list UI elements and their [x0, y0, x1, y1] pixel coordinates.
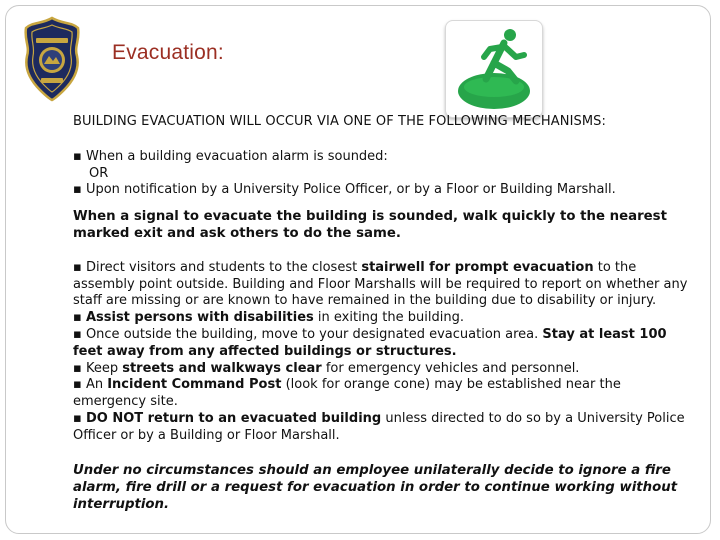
emergency-exit-icon: [445, 20, 543, 118]
action-item: ▪ An Incident Command Post (look for orange cone) may be established near the emergency site.: [73, 377, 621, 410]
closing-statement: Under no circumstances should an employee unilaterally decide to ignore a fire alarm, fire drill or a request for evacuation in order to continue working without interruption.: [73, 462, 678, 512]
mechanism-or: OR: [89, 165, 109, 181]
mechanisms-heading: BUILDING EVACUATION WILL OCCUR VIA ONE OF THE FOLLOWING MECHANISMS:: [73, 114, 607, 129]
slide: [5, 5, 711, 534]
mechanism-alarm: ▪ When a building evacuation alarm is sounded:: [73, 148, 388, 164]
signal-paragraph: When a signal to evacuate the building is sounded, walk quickly to the nearest marked exit and ask others to do the same.: [73, 209, 667, 241]
page-title: Evacuation:: [112, 41, 224, 64]
mechanism-officer: ▪ Upon notification by a University Police Officer, or by a Floor or Building Marshall.: [73, 182, 616, 198]
mechanisms-list: [73, 149, 691, 199]
action-item: ▪ Assist persons with disabilities in exiting the building.: [73, 310, 464, 326]
action-item: ▪ DO NOT return to an evacuated building unless directed to do so by a University Police Officer or by a Building or Floor Marshall.: [73, 410, 685, 443]
action-item: ▪ Once outside the building, move to your designated evacuation area. Stay at least 100 feet away from any affected buildings or structures.: [73, 326, 667, 359]
action-item: ▪ Direct visitors and students to the closest stairwell for prompt evacuation to the assembly point outside. Building and Floor Marshalls will be required to report on whether any staff are missing or are known to have remained in the building due to disability or injury.: [73, 259, 688, 309]
action-list: [73, 260, 691, 445]
police-badge-icon: [22, 16, 82, 102]
slide-content: [73, 111, 691, 513]
action-item: ▪ Keep streets and walkways clear for emergency vehicles and personnel.: [73, 360, 580, 376]
